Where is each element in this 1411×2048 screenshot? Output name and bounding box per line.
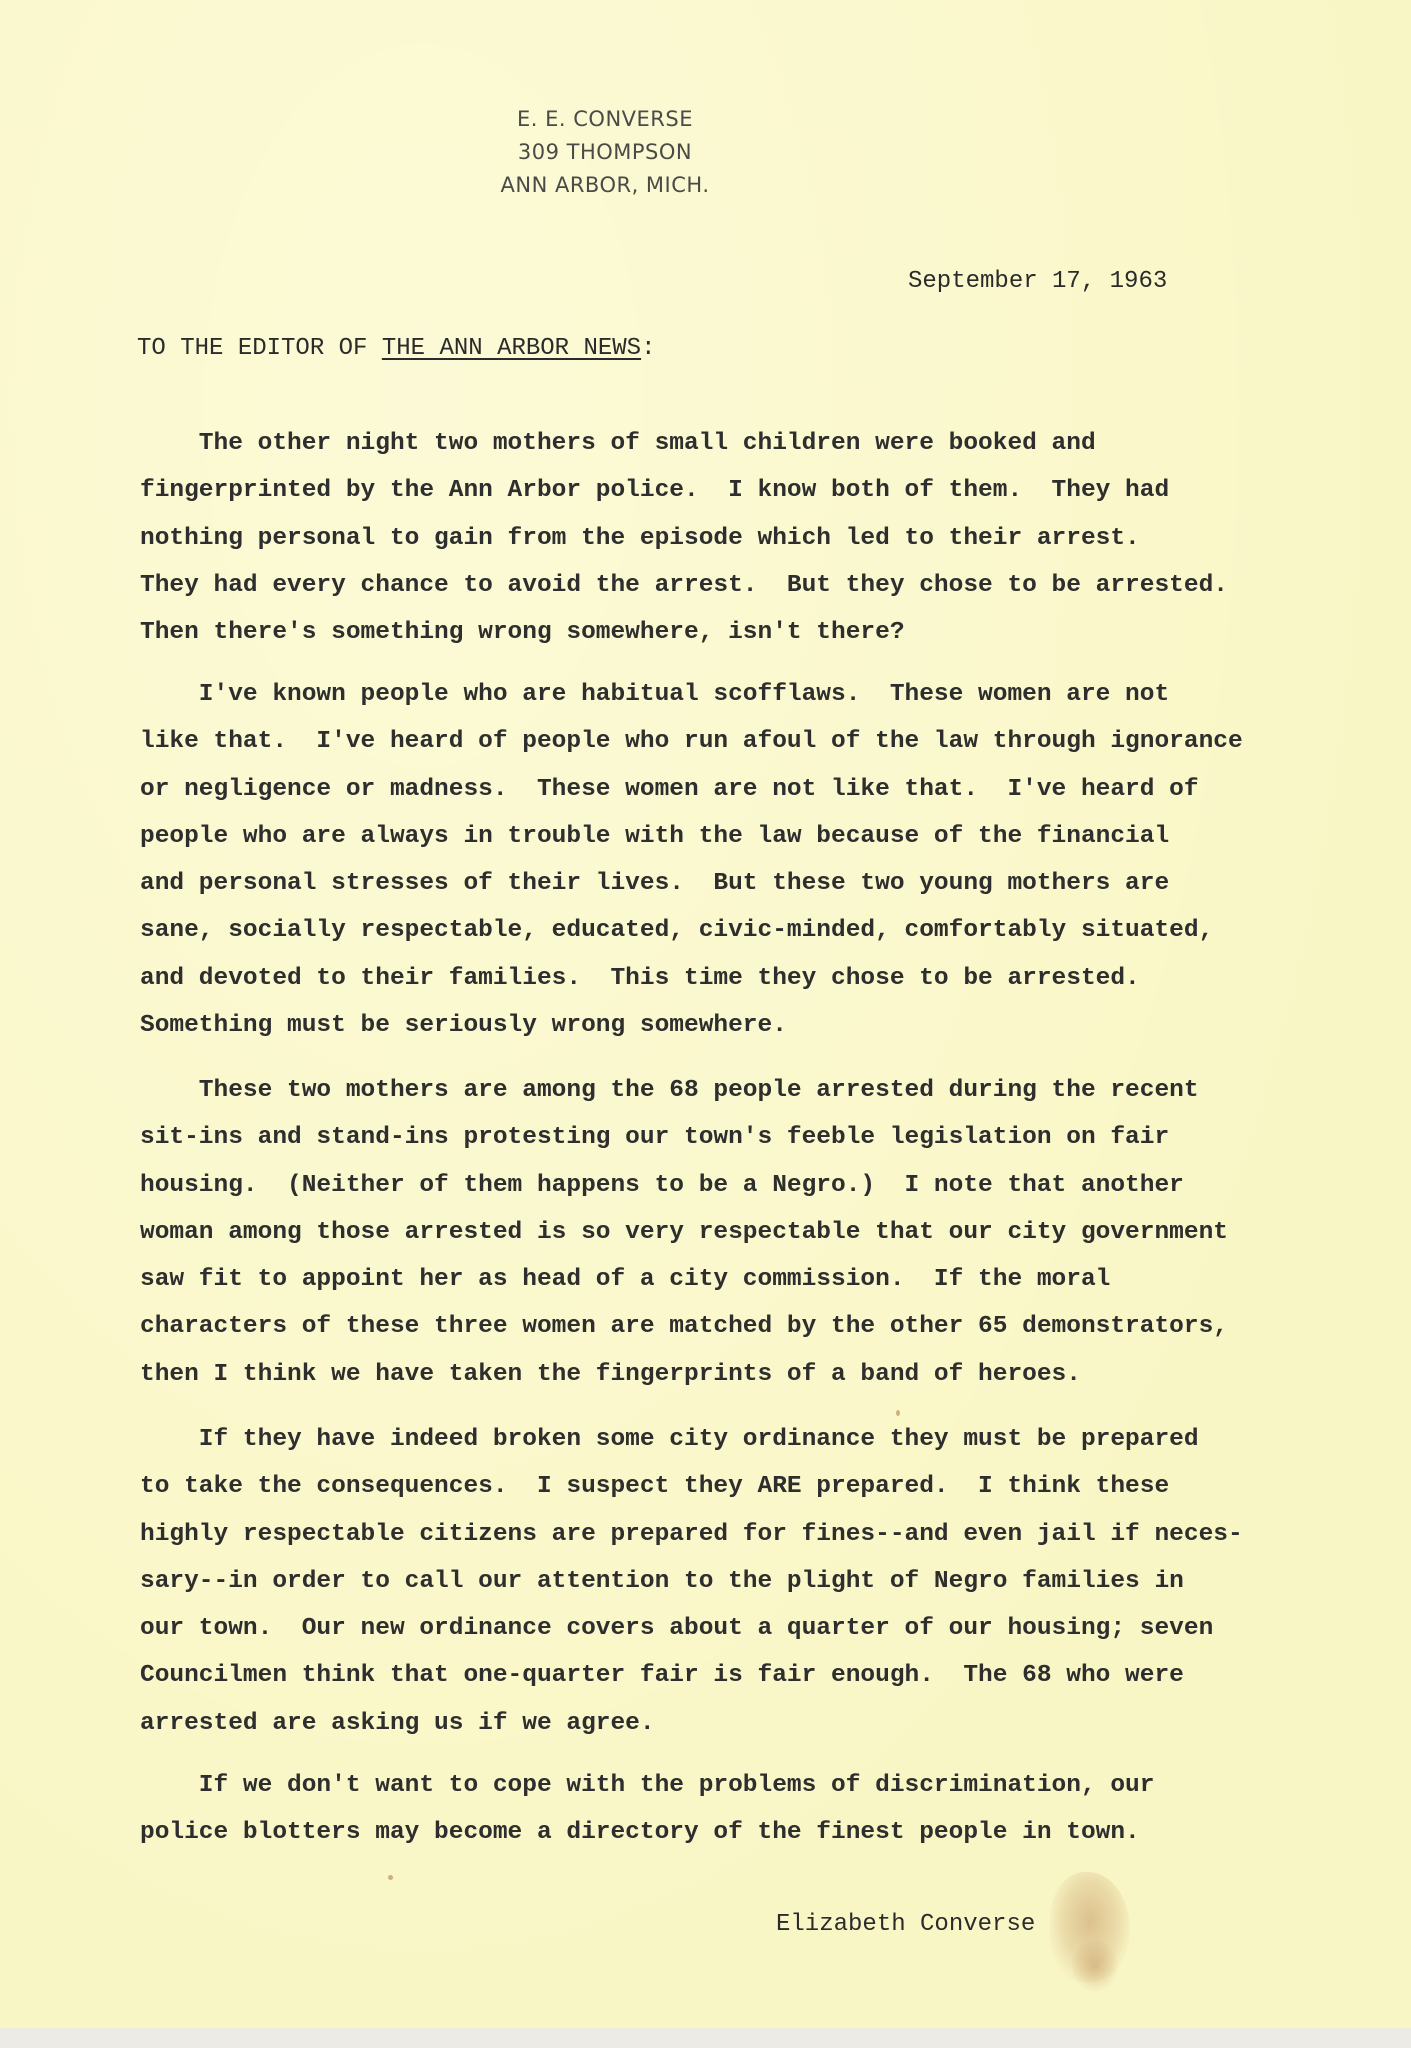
coffee-stain-drip	[1072, 1940, 1118, 1992]
text-line: highly respectable citizens are prepared for fines--and even jail if neces-	[140, 1520, 1243, 1548]
newspaper-name: THE ANN ARBOR NEWS	[381, 335, 642, 362]
text-line: people who are always in trouble with the law because of the financial	[140, 822, 1170, 850]
text-line: If they have indeed broken some city ordinance they must be prepared	[140, 1426, 1199, 1453]
text-line: They had every chance to avoid the arrest. But they chose to be arrested.	[140, 571, 1228, 599]
letter-date: September 17, 1963	[908, 268, 1168, 295]
salutation-suffix: :	[641, 335, 656, 362]
signature: Elizabeth Converse	[776, 1911, 1036, 1938]
text-line: Councilmen think that one-quarter fair is fair enough. The 68 who were	[140, 1662, 1184, 1690]
text-line: sit-ins and stand-ins protesting our town's feeble legislation on fair	[140, 1124, 1170, 1152]
paper-fleck	[388, 1875, 393, 1880]
text-line: The other night two mothers of small children were booked and	[140, 430, 1096, 457]
text-line: sane, socially respectable, educated, civic-minded, comfortably situated,	[140, 917, 1214, 945]
paper-fleck	[896, 1410, 900, 1416]
text-line: to take the consequences. I suspect they ARE prepared. I think these	[140, 1473, 1170, 1501]
text-line: If we don't want to cope with the problems of discrimination, our	[140, 1772, 1155, 1799]
text-line: our town. Our new ordinance covers about a quarter of our housing; seven	[140, 1615, 1214, 1643]
text-line: or negligence or madness. These women are not like that. I've heard of	[140, 775, 1199, 803]
scan-border	[0, 2028, 1411, 2048]
salutation	[137, 335, 656, 362]
text-line: arrested are asking us if we agree.	[140, 1709, 655, 1737]
paragraph-3	[140, 1067, 1340, 1398]
text-line: police blotters may become a directory of the finest people in town.	[140, 1819, 1140, 1847]
text-line: woman among those arrested is so very respectable that our city government	[140, 1218, 1228, 1246]
text-line: and personal stresses of their lives. But these two young mothers are	[140, 870, 1170, 898]
text-line: Then there's something wrong somewhere, isn't there?	[140, 619, 905, 647]
letterhead-city: ANN ARBOR, MICH.	[500, 173, 710, 197]
paragraph-5	[140, 1762, 1340, 1857]
paragraph-4	[140, 1416, 1340, 1747]
paragraph-1	[140, 420, 1340, 656]
letterhead	[420, 103, 790, 202]
text-line: sary--in order to call our attention to the plight of Negro families in	[140, 1567, 1184, 1595]
text-line: Something must be seriously wrong somewhere.	[140, 1012, 787, 1040]
text-line: characters of these three women are matched by the other 65 demonstrators,	[140, 1313, 1228, 1341]
text-line: nothing personal to gain from the episode which led to their arrest.	[140, 524, 1140, 552]
text-line: saw fit to appoint her as head of a city commission. If the moral	[140, 1266, 1111, 1294]
text-line: I've known people who are habitual scofflaws. These women are not	[140, 681, 1170, 708]
letterhead-name: E. E. CONVERSE	[517, 107, 693, 131]
text-line: These two mothers are among the 68 people arrested during the recent	[140, 1077, 1199, 1104]
text-line: like that. I've heard of people who run afoul of the law through ignorance	[140, 728, 1243, 756]
text-line: then I think we have taken the fingerprints of a band of heroes.	[140, 1360, 1081, 1388]
text-line: and devoted to their families. This time they chose to be arrested.	[140, 964, 1140, 992]
text-line: fingerprinted by the Ann Arbor police. I know both of them. They had	[140, 477, 1170, 505]
paragraph-2	[140, 671, 1340, 1049]
text-line: housing. (Neither of them happens to be a Negro.) I note that another	[140, 1171, 1184, 1199]
salutation-prefix: TO THE EDITOR OF	[137, 335, 382, 362]
letterhead-street: 309 THOMPSON	[517, 140, 693, 164]
